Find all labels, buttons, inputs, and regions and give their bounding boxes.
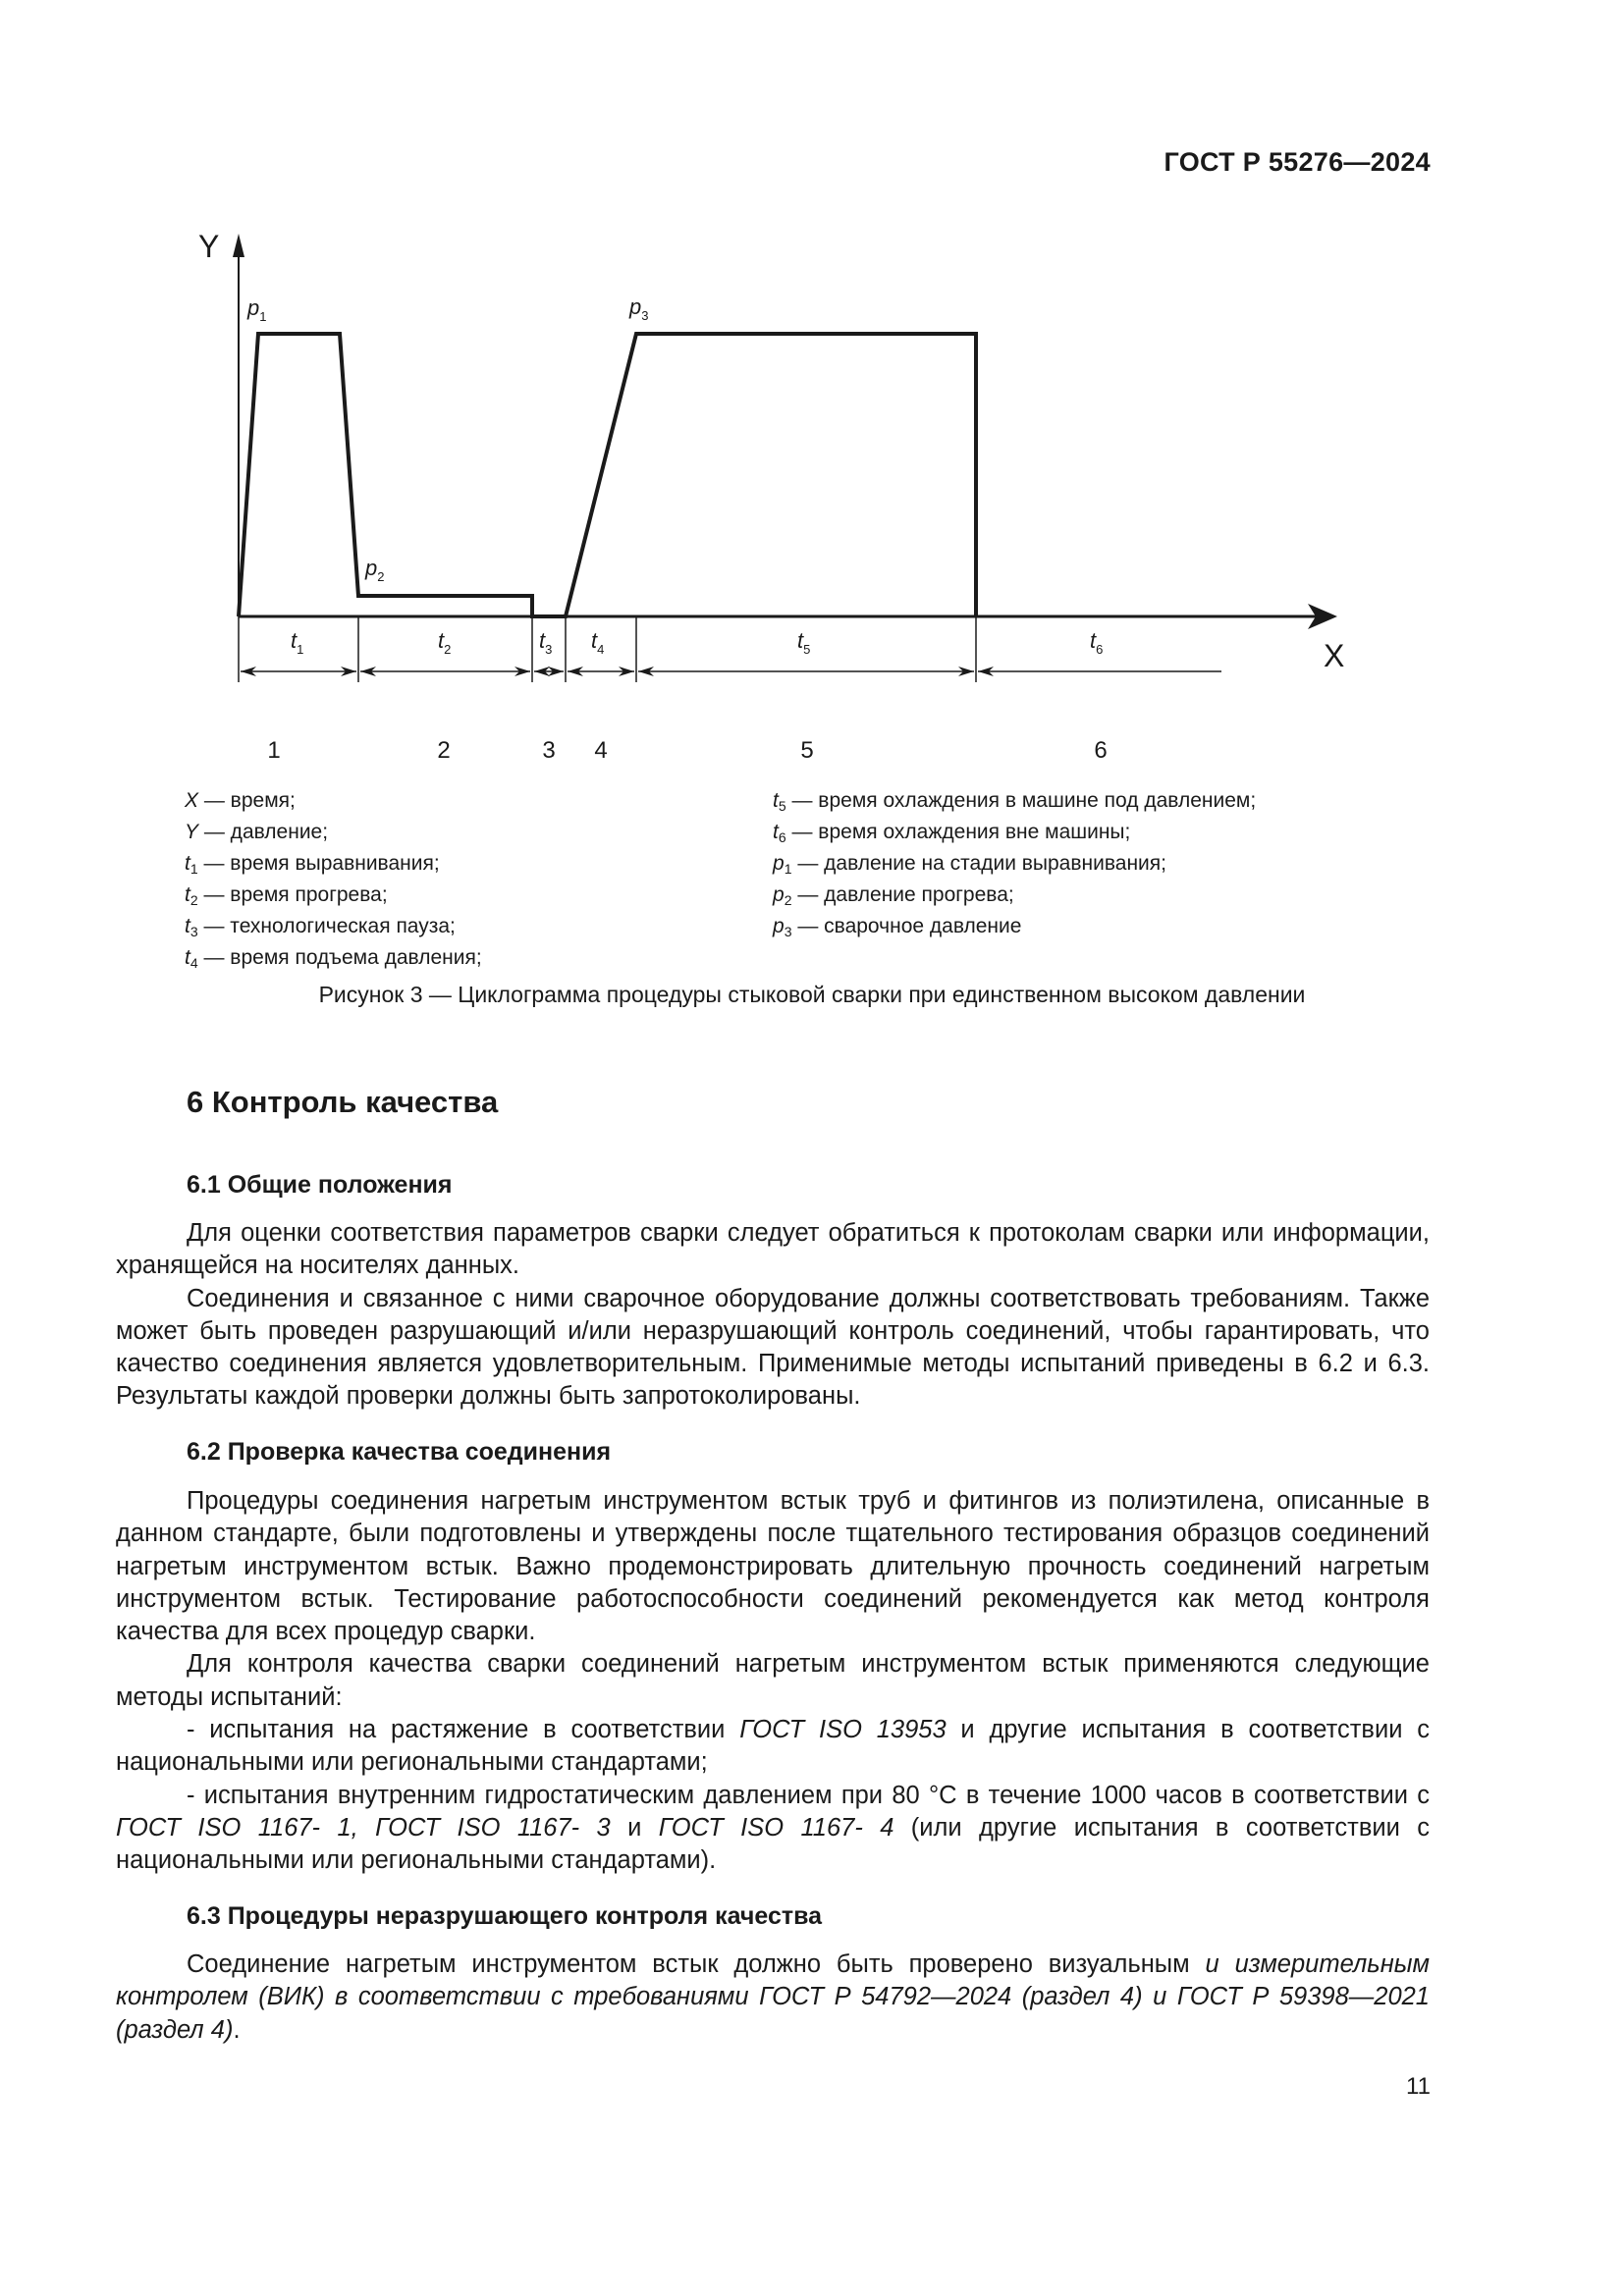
legend-item: X — время; bbox=[185, 789, 296, 812]
paragraph: Для контроля качества сварки соединений нагретым инструментом встык применяются следующие методы испытаний: bbox=[116, 1650, 1430, 1711]
subsection-title-6-3: 6.3 Процедуры неразрушающего контроля качества bbox=[187, 1902, 823, 1930]
subsection-body-6-1 bbox=[116, 1217, 1430, 1414]
subsection-body-6-2 bbox=[116, 1485, 1430, 1878]
paragraph: Соединения и связанное с ними сварочное оборудование должны соответствовать требованиям. Также может быть проведен разрушающий и/или неразрушающий контроль соединений, чтобы гарантировать, что качество соединения является удовлетворительным. Применимые методы испытаний приведены в 6.2 и 6.3. Результаты каждой проверки должны быть запротоколированы. bbox=[116, 1284, 1430, 1411]
legend-item: $t_4$ — время подъема давления; bbox=[185, 946, 482, 971]
legend-item: $t_2$ — время прогрева; bbox=[185, 883, 388, 908]
phase-number: 3 bbox=[542, 737, 556, 764]
figure-legend-right bbox=[773, 785, 1256, 942]
document-number: ГОСТ Р 55276—2024 bbox=[1164, 147, 1431, 177]
welding-cyclogram bbox=[0, 0, 1624, 785]
bullet-item: - испытания на растяжение в соответствии ГОСТ ISO 13953 и другие испытания в соответствии с национальными или региональными стандартами; bbox=[116, 1716, 1430, 1777]
phase-numbers bbox=[267, 737, 1107, 764]
x-axis-label: X bbox=[1324, 638, 1345, 673]
pressure-curve bbox=[239, 334, 976, 616]
page-number: 11 bbox=[1406, 2073, 1431, 2100]
phase-number: 4 bbox=[594, 737, 608, 764]
legend-item: $p_3$ — сварочное давление bbox=[773, 915, 1022, 939]
legend-item: $p_2$ — давление прогрева; bbox=[773, 883, 1014, 908]
subsection-body-6-3 bbox=[116, 1949, 1430, 2047]
label-t1: $t_1$ bbox=[291, 628, 304, 657]
label-p3: $p_3$ bbox=[629, 294, 649, 323]
phase-number: 2 bbox=[437, 737, 451, 764]
figure-legend-left bbox=[185, 785, 482, 974]
legend-item: $t_5$ — время охлаждения в машине под давлением; bbox=[773, 789, 1257, 814]
label-t6: $t_6$ bbox=[1090, 628, 1104, 657]
interval-ticks bbox=[239, 616, 976, 682]
label-p2: $p_2$ bbox=[365, 556, 385, 584]
legend-item: $p_1$ — давление на стадии выравнивания; bbox=[773, 852, 1166, 877]
legend-item: $t_6$ — время охлаждения вне машины; bbox=[773, 821, 1131, 845]
figure-caption: Рисунок 3 — Циклограмма процедуры стыковой сварки при единственном высоком давлении bbox=[318, 982, 1306, 1007]
label-t3: $t_3$ bbox=[539, 628, 553, 657]
legend-item: Y — давление; bbox=[185, 821, 329, 843]
label-t4: $t_4$ bbox=[591, 628, 605, 657]
y-axis-label: Y bbox=[198, 229, 220, 264]
label-t2: $t_2$ bbox=[438, 628, 452, 657]
subsection-title-6-1: 6.1 Общие положения bbox=[187, 1171, 453, 1199]
legend-item: $t_1$ — время выравнивания; bbox=[185, 852, 440, 877]
subsection-title-6-2: 6.2 Проверка качества соединения bbox=[187, 1438, 612, 1466]
phase-number: 1 bbox=[267, 737, 281, 764]
label-p1: $p_1$ bbox=[247, 295, 267, 324]
section-title: 6 Контроль качества bbox=[187, 1085, 499, 1119]
paragraph: Соединение нагретым инструментом встык должно быть проверено визуальным и измерительным контролем (ВИК) в соответствии с требованиями ГОСТ Р 54792—2024 (раздел 4) и ГОСТ Р 59398—2021 (раздел 4). bbox=[116, 1950, 1430, 2044]
phase-number: 6 bbox=[1094, 737, 1108, 764]
paragraph: Процедуры соединения нагретым инструментом встык труб и фитингов из полиэтилена, описанные в данном стандарте, были подготовлены и утверждены после тщательного тестирования образцов соединений нагретым инструментом встык. Важно продемонстрировать длительную прочность соединений нагретым инструментом встык. Тестирование работоспособности соединений рекомендуется как метод контроля качества для всех процедур сварки. bbox=[116, 1487, 1430, 1646]
y-axis-arrow-icon bbox=[233, 234, 244, 257]
phase-number: 5 bbox=[800, 737, 814, 764]
legend-item: $t_3$ — технологическая пауза; bbox=[185, 915, 456, 939]
bullet-item: - испытания внутренним гидростатическим давлением при 80 °С в течение 1000 часов в соответствии с ГОСТ ISO 1167- 1, ГОСТ ISO 1167- 3 и ГОСТ ISO 1167- 4 (или другие испытания в соответствии с национальными или региональными стандартами). bbox=[116, 1781, 1430, 1875]
label-t5: $t_5$ bbox=[797, 628, 811, 657]
paragraph: Для оценки соответствия параметров сварки следует обратиться к протоколам сварки или информации, хранящейся на носителях данных. bbox=[116, 1219, 1430, 1280]
